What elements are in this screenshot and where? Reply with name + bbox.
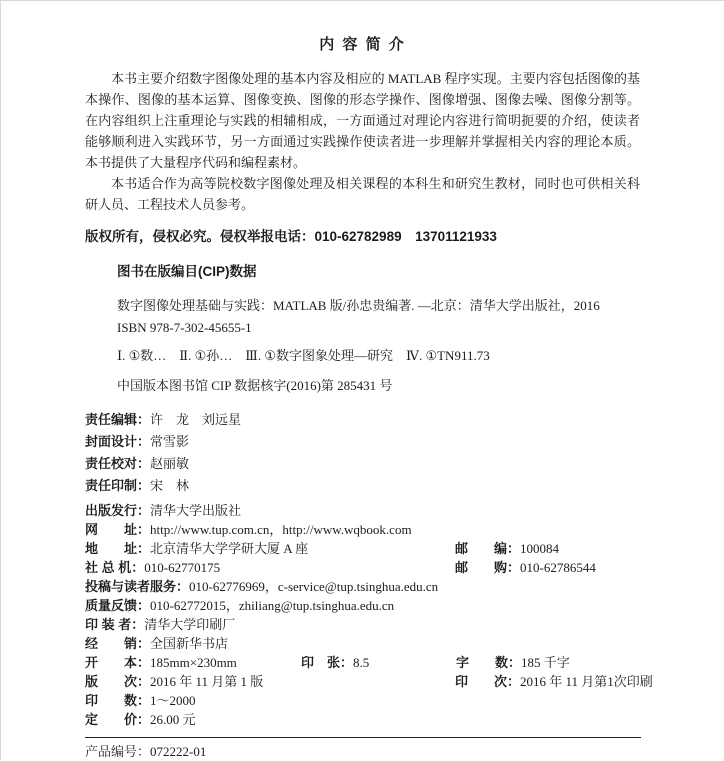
credit-value: 赵丽敏 bbox=[150, 456, 190, 471]
credit-row-editor bbox=[85, 409, 640, 431]
pub-label: 地 址： bbox=[85, 541, 151, 556]
product-number bbox=[85, 743, 640, 761]
print-label: 字 数： bbox=[456, 655, 522, 670]
print-row-edition bbox=[85, 672, 653, 691]
summary-paragraph-1: 本书主要介绍数字图像处理的基本内容及相应的 MATLAB 程序实现。主要内容包括图像的基本操作、图像的基本运算、图像变换、图像的形态学操作、图像增强、图像去噪、图像分割等。在内容组织上注重理论与实践的相辅相成，一方面通过对理论内容进行简明扼要的介绍，使读者能够顺利进入实践环节，另一方面通过实践操作使读者进一步理解并掌握相关内容的理论本质。本书提供了大量程序代码和编程素材。 bbox=[85, 71, 640, 170]
print-value: 2016 年 11 月第 1 版 bbox=[150, 674, 264, 689]
print-value: 全国新华书店 bbox=[150, 636, 229, 651]
pub-label: 邮 编： bbox=[455, 541, 521, 556]
print-value: 1～2000 bbox=[150, 693, 196, 708]
pub-value: http://www.tup.com.cn，http://www.wqbook.com bbox=[150, 522, 412, 537]
cip-heading: 图书在版编目(CIP)数据 bbox=[117, 264, 257, 279]
print-label: 经 销： bbox=[85, 636, 151, 651]
credit-value: 常雪影 bbox=[150, 434, 190, 449]
credit-label: 责任印制： bbox=[85, 478, 151, 493]
credit-row-proofreader bbox=[85, 453, 640, 475]
print-label: 开 本： bbox=[85, 655, 151, 670]
pub-label: 邮 购： bbox=[455, 560, 521, 575]
pub-row-switchboard bbox=[85, 558, 640, 577]
pub-label: 投稿与读者服务： bbox=[85, 579, 190, 594]
cip-classification: Ⅰ. ①数… Ⅱ. ①孙… Ⅲ. ①数字图象处理—研究 Ⅳ. ①TN911.73 bbox=[117, 348, 490, 363]
print-value: 清华大学印刷厂 bbox=[144, 617, 236, 632]
pub-label: 网 址： bbox=[85, 522, 151, 537]
credit-label: 责任编辑： bbox=[85, 412, 151, 427]
pub-row-reader-service bbox=[85, 577, 640, 596]
pub-row-quality-feedback bbox=[85, 596, 640, 615]
pub-value: 010-62786544 bbox=[520, 560, 596, 575]
summary-paragraph-2: 本书适合作为高等院校数字图像处理及相关课程的本科生和研究生教材，同时也可供相关科研人员、工程技术人员参考。 bbox=[85, 176, 640, 212]
credit-row-cover-design bbox=[85, 431, 640, 453]
print-label: 定 价： bbox=[85, 712, 151, 727]
pub-value: 北京清华大学学研大厦 A 座 bbox=[150, 541, 309, 556]
print-value: 8.5 bbox=[353, 655, 370, 670]
print-label: 印 数： bbox=[85, 693, 151, 708]
print-value: 185mm×230mm bbox=[150, 655, 237, 670]
pub-value: 100084 bbox=[520, 541, 560, 556]
print-label: 印 次： bbox=[455, 674, 521, 689]
credit-row-print-supervisor bbox=[85, 475, 640, 497]
credit-label: 责任校对： bbox=[85, 456, 151, 471]
cip-record-number: 中国版本图书馆 CIP 数据核字(2016)第 285431 号 bbox=[117, 378, 393, 393]
pub-label: 社 总 机： bbox=[85, 560, 145, 575]
pub-row-website bbox=[85, 520, 640, 539]
print-label: 版 次： bbox=[85, 674, 151, 689]
credit-value: 许 龙 刘远星 bbox=[150, 412, 242, 427]
print-row-distributor bbox=[85, 634, 640, 653]
print-label: 印 装 者： bbox=[85, 617, 145, 632]
product-number-value: 072222-01 bbox=[150, 744, 207, 759]
copyright-notice: 版权所有，侵权必究。侵权举报电话：010-62782989 13701121933 bbox=[85, 229, 497, 244]
product-number-label: 产品编号： bbox=[85, 744, 151, 759]
pub-value: 010-62776969，c-service@tup.tsinghua.edu.cn bbox=[189, 579, 439, 594]
credit-label: 封面设计： bbox=[85, 434, 151, 449]
credit-value: 宋 林 bbox=[150, 478, 190, 493]
print-value: 185 千字 bbox=[521, 655, 570, 670]
pub-value: 清华大学出版社 bbox=[150, 503, 242, 518]
print-label: 印 张： bbox=[301, 655, 354, 670]
bottom-divider bbox=[85, 737, 641, 738]
print-row-printer bbox=[85, 615, 640, 634]
pub-row-address bbox=[85, 539, 640, 558]
pub-row-publisher bbox=[85, 501, 640, 520]
print-row-format bbox=[85, 653, 640, 672]
printing-info bbox=[85, 615, 653, 729]
pub-value: 010-62770175 bbox=[144, 560, 221, 575]
print-value: 26.00 元 bbox=[150, 712, 196, 727]
content-summary-title: 内 容 简 介 bbox=[319, 36, 406, 53]
isbn: ISBN 978-7-302-45655-1 bbox=[117, 320, 252, 335]
cip-entry-block bbox=[117, 295, 640, 339]
print-row-price bbox=[85, 710, 640, 729]
print-row-print-run bbox=[85, 691, 640, 710]
print-value: 2016 年 11 月第1次印刷 bbox=[520, 674, 653, 689]
cip-entry: 数字图像处理基础与实践：MATLAB 版/孙忠贵编著. —北京：清华大学出版社，2016 bbox=[117, 298, 600, 313]
staff-credits bbox=[85, 409, 640, 497]
pub-label: 出版发行： bbox=[85, 503, 151, 518]
pub-value: 010-62772015，zhiliang@tup.tsinghua.edu.cn bbox=[150, 598, 395, 613]
publishing-info bbox=[85, 501, 640, 615]
pub-label: 质量反馈： bbox=[85, 598, 151, 613]
